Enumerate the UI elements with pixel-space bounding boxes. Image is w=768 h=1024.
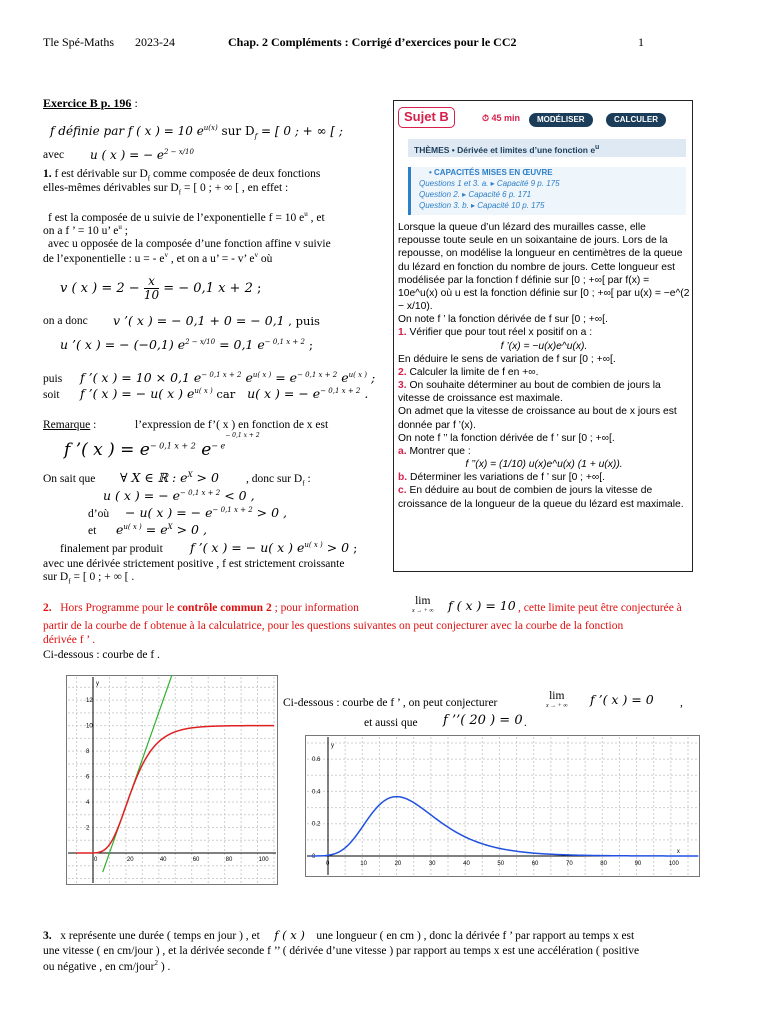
textbook-q1: 1. Vérifier que pour tout réel x positif on a : [398,327,593,339]
q2-limit2-end: , [680,697,683,709]
ci-dessous-f: Ci-dessous : courbe de f . [43,649,160,661]
forall-end: , donc sur $D_f$ : [246,473,311,488]
graph-fprime-y-tick: 0.6 [312,757,321,764]
sujet-label: Sujet B [398,107,455,128]
ineq1-line: u ( x ) = − $e^{- 0,1 x + 2} < 0$ , [103,488,255,503]
graph-f-x-tick: 80 [225,857,233,863]
uprime-line: u ’( x ) = − (−0,1) $e^{2 - x/10} = 0,1$ $e^{- 0,1 x + 2}$ ; [60,337,314,352]
q1-line1: 1. f est dérivable sur $D_f$ comme composée de deux fonctions [43,168,321,183]
et-aussi-que: et aussi que [364,717,418,729]
q2-limit2: lim x → + ∞ [546,690,568,709]
graph-fprime-x-tick: 20 [394,861,402,867]
textbook-q3c: On note f ’’ la fonction dérivée de f ’ sur [0 ; +∞[. [398,432,615,444]
et-label: et [88,525,97,537]
q2-line1-end: , cette limite peut être conjecturée à [518,602,682,614]
graph-fprime-x-tick: 80 [600,861,607,867]
comp-line3: avec u opposée de la composée d’une fonction affine v suivie [48,238,331,250]
themes-banner: THÈMES • Dérivée et limites d’une fonction $e^u$ [408,139,686,157]
textbook-text [398,221,690,511]
textbook-q2: 2. Calculer la limite de f en +∞. [398,366,539,378]
textbook-q1b: En déduire le sens de variation de f sur [0 ; +∞[. [398,353,616,365]
modeliser-pill: MODÉLISER [529,113,593,127]
comp-line1: f est la composée de u suivie de l’exponentielle f = 10 $e^u$ , et [48,210,325,224]
exercise-title: Exercice B p. 196 [43,96,132,110]
duration-label: ⏱ 45 min [482,113,521,123]
final-formula: f ’( x ) = − u( x ) $e^{u( x )} > 0$ ; [190,540,358,555]
q2-line1: 2. Hors Programme pour le contrôle commun 2 ; pour information [43,602,359,614]
fpp-end: . [524,717,527,729]
graph-fprime-y-tick: 0.2 [312,821,321,828]
graph-f-y-tick: 8 [86,749,90,756]
graph-f-x-tick: 40 [159,857,167,863]
graph-f [66,675,278,885]
fpp-20: f ’’( 20 ) = 0 [443,713,523,728]
textbook-qa: a. Montrer que : [398,445,471,457]
soit-label: soit [43,389,60,401]
graph-f-y-tick: 10 [86,723,93,730]
ci-dessous-fprime: Ci-dessous : courbe de f ’ , on peut conjecturer [283,697,498,709]
graph-fprime-x-tick: 30 [428,861,436,867]
q2-limit2-expr: f ’( x ) = 0 [590,692,654,707]
textbook-qc: c. En déduire au bout de combien de jours la vitesse de croissance de la longueur de la queue du lézard est maximale. [398,485,684,510]
puis-label: puis [43,373,63,385]
exercise-title-line: Exercice B p. 196 : [43,96,138,110]
graph-fprime-y-label: y [331,743,334,749]
graph-fprime-x-tick: 60 [531,861,539,867]
conclusion-line2: sur $D_f$ = [ 0 ; + ∞ [ . [43,571,135,586]
q1-line2: elles-mêmes dérivables sur $D_f$ = [ 0 ; + ∞ [ , en effet : [43,182,289,197]
conclusion-line1: avec une dérivée strictement positive , f est strictement croissante [43,558,345,570]
textbook-qa-formula: f ’’(x) = (1/10) u(x)e^u(x) (1 + u(x)). [465,459,623,471]
v-definition: v ( x ) = 2 − $\frac{x}{10}$ = − 0,1 x + 2 ; [60,274,262,302]
graph-f-y-tick: 4 [86,800,90,807]
vprime-line: v ’( x ) = − 0,1 + 0 = − 0,1 , puis [113,313,320,328]
graph-fprime [305,735,700,877]
page-number: 1 [638,35,644,49]
graph-fprime-x-tick: 100 [668,861,679,867]
graph-fprime-x-label: x [676,849,680,855]
final-label: finalement par produit [60,543,163,555]
q3-line1: 3. x représente une durée ( temps en jour ) , et f ( x ) une longueur ( en cm ) , donc la dérivée f ’ par rapport au temps x est [43,928,635,942]
textbook-q1-formula: f ’(x) = −u(x)e^u(x). [500,340,588,352]
q3-line2: une vitesse ( en cm/jour ) , et la dérivée seconde f ’’ ( dérivée d’une vitesse ) par rapport au temps x est une accélération ( positive [43,945,640,957]
header-title: Chap. 2 Compléments : Corrigé d’exercices pour le CC2 [228,35,517,49]
q2-limit-expr: f ( x ) = 10 [448,598,516,613]
comp-line4: de l’exponentielle : u = - $e^v$ , et on a u’ = - v’ $e^v$ où [43,251,273,265]
textbook-note1: On note f ’ la fonction dérivée de f sur [0 ; +∞[. [398,314,608,326]
def-line: f définie par f ( x ) = 10 $e^{u(x)}$ sur $D_f$ = [ 0 ; + ∞ [ ; [50,124,343,141]
graph-fprime-x-tick: 0 [326,861,330,867]
header-course: Tle Spé-Maths [43,35,114,49]
ineq2-line: − u( x ) = − $e^{- 0,1 x + 2} > 0$ , [125,505,288,520]
big-fprime-formula: f ’( x ) = $e^{- 0,1 x + 2}$ $e^{- e- 0,1 x + 2}$ [64,432,260,460]
remarque-line: Remarque : [43,419,97,431]
textbook-q3b: On admet que la vitesse de croissance au bout de x jours est donnée par f ’(x). [398,406,677,431]
fprime-line1: f ’( x ) = 10 × 0,1 $e^{- 0,1 x + 2}$ $e^{u( x )} = e^{- 0,1 x + 2}$ $e^{u( x )}$ ; [80,370,376,385]
avec-label: avec [43,149,65,161]
q2-line2: partir de la courbe de f obtenue à la calculatrice, pour les questions suivantes on peut conjecturer avec la courbe de la fonction [43,620,624,632]
q2-line3: dérivée f ’ . [43,634,96,646]
comp-line2: on a f ’ = 10 u’ $e^u$ ; [43,223,128,237]
graph-fprime-x-tick: 90 [634,861,642,867]
graph-f-x-tick: 20 [126,857,134,863]
ineq3-line: $e^{u( x )} = e^X > 0$ , [116,522,207,537]
on-sait-label: On sait que [43,473,96,485]
graph-f-y-tick: 6 [86,774,90,781]
graph-f-x-tick: 100 [258,857,269,863]
forall-line: ∀ X ∈ ℝ : $e^X > 0$ [120,470,219,485]
graph-fprime-y-tick: 0 [312,854,316,860]
capacities-block: • CAPACITÉS MISES EN ŒUVRE Questions 1 et 3. a. ▸ Capacité 9 p. 175 Question 2. ▸ Capacité 6 p. 171 Question 3. b. ▸ Capacité 10 p. 175 [408,167,686,215]
textbook-qb: b. Déterminer les variations de f ’ sur [0 ; +∞[. [398,472,605,484]
graph-fprime-x-tick: 40 [463,861,470,867]
vprime-intro: on a donc [43,315,88,327]
fprime-line2: f ’( x ) = − u( x ) $e^{u( x )}$ car u( x ) = − $e^{- 0,1 x + 2}$ . [80,386,369,401]
graph-fprime-y-tick: 0.4 [312,789,321,796]
textbook-q3: 3. On souhaite déterminer au bout de combien de jours la vitesse de croissance est maximale. [398,380,661,405]
graph-fprime-x-tick: 70 [566,861,573,867]
header-year: 2023-24 [135,35,175,49]
graph-f-y-label: y [96,681,99,687]
textbook-excerpt [393,100,693,572]
q2-limit: lim x → + ∞ [412,595,434,614]
calculer-pill: CALCULER [606,113,666,127]
graph-fprime-x-tick: 50 [497,861,505,867]
graph-f-x-tick: 60 [192,857,200,863]
textbook-intro: Lorsque la queue d’un lézard des murailles casse, elle repousse toute seule en un soixantaine de jours. Lors de la repousse, on modélise la longueur en centimètres de la queue du lézard en fonction du nombre de jours. Cette longueur est modélisée par la fonction f définie sur [0 ; +∞[ par f(x) = 10e^u(x) où u est la fonction définie sur [0 ; +∞[ par u(x) = −e^(2 − x/10). [398,222,690,313]
remarque-text: l’expression de f’( x ) en fonction de x est [135,419,329,431]
graph-f-y-tick: 12 [86,698,93,705]
graph-f-x-tick: 0 [94,857,98,863]
u-definition: u ( x ) = − $e^{2 - x/10}$ [90,148,194,162]
graph-f-y-tick: 2 [86,825,90,832]
graph-fprime-x-tick: 10 [360,861,367,867]
dou-label: d’où [88,508,110,520]
q3-line3: ou négative , en cm/jour$^2$ ) . [43,959,171,973]
